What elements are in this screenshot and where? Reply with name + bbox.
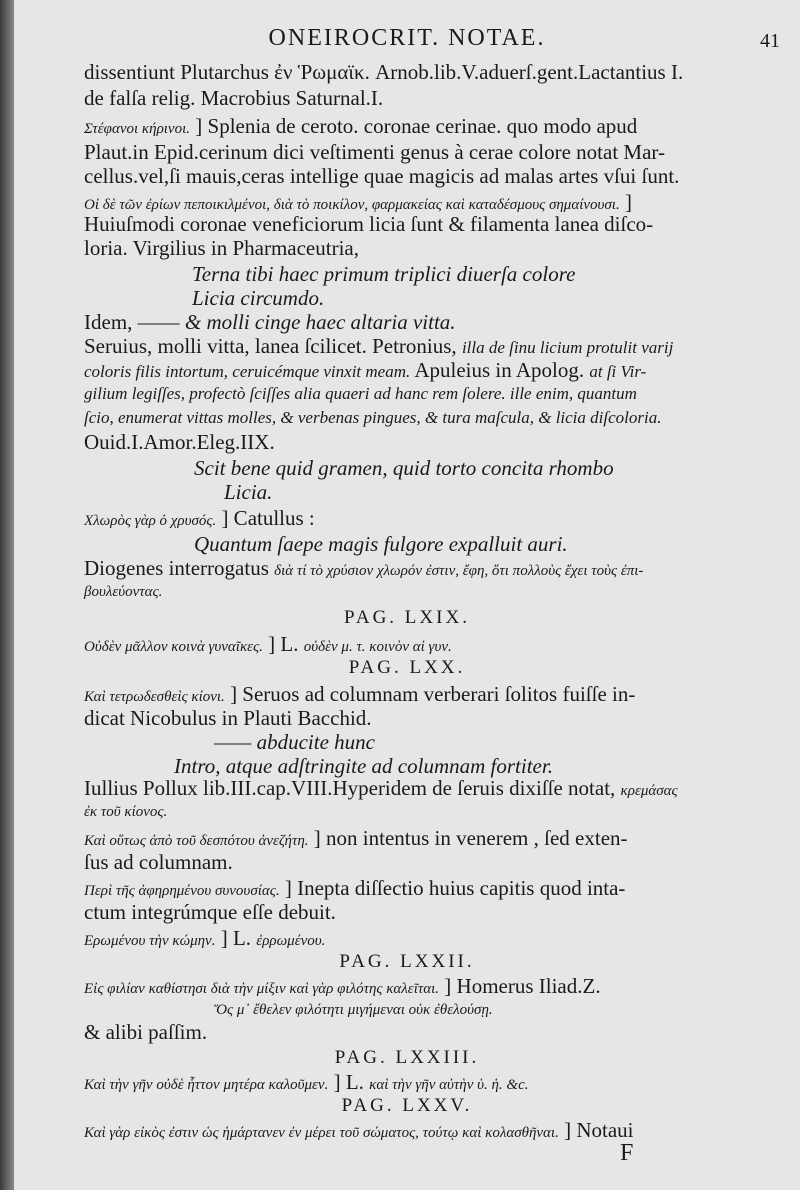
greek-quote: κρεμάσας [620,783,678,799]
latin-text: Idem, —— [84,310,180,334]
section-heading: PAG. LXXIII. [334,1047,480,1068]
greek-quote: διὰ τί τὸ χρύσιον χλωρόν ἐστιν, ἔφη, ὅτι πολλοὺς ἔχει τοὺς ἐπι- [274,563,644,579]
greek-lemma: Καὶ γὰρ εἰκὸς ἐστιν ὡς ἡμάρτανεν ἐν μέρει τοῦ σώματος, τούτῳ καὶ κολασθῆναι. [84,1125,559,1141]
greek-lemma: Περὶ τῆς ἀφηρημένου συνουσίας. [84,883,280,899]
text-line: ctum integrúmque eſſe debuit. [84,900,336,924]
verse-line: Intro, atque adſtringite ad columnam fortiter. [174,754,553,778]
latin-quote: at ſi Vir- [589,362,647,381]
greek-lemma: Ερωμένου τὴν κώμην. [84,933,216,949]
latin-text: ] non intentus in venerem , ſed exten- [313,826,628,850]
page-number: 41 [760,30,780,52]
text-line: Huiuſmodi coronae veneficiorum licia ſunt & filamenta lanea diſco- [84,212,654,236]
latin-text: ] Splenia de ceroto. coronae cerinae. quo modo apud [195,114,638,138]
latin-text: Diogenes interrogatus [84,556,269,580]
text-line: ſcio, enumerat vittas molles, & verbenas pingues, & tura maſcula, & licia diſcoloria. [84,408,662,427]
verse-line: —— abducite hunc [214,730,375,754]
text-line: loria. Virgilius in Pharmaceutria, [84,236,359,260]
verse-line: Licia circumdo. [192,286,325,310]
text-line: βουλεύοντας. [84,584,163,600]
greek-emendation: ἐρρωμένου. [256,933,326,949]
greek-lemma: Καὶ τὴν γῆν οὐδὲ ἧττον μητέρα καλοῦμεν. [84,1077,329,1093]
latin-text: ] Homerus Iliad.Z. [444,974,601,998]
verse-line: Scit bene quid gramen, quid torto concita rhombo [194,456,614,480]
text-line [84,926,325,953]
text-line [84,1070,529,1097]
text-line: dissentiunt Plutarchus ἐν Ῥωμαϊκ. Arnob.lib.V.aduerſ.gent.Lactantius I. [84,60,684,84]
latin-text: ] [624,190,632,214]
latin-quote: coloris filis intortum, ceruicémque vinxit meam. [84,362,411,381]
text-line: dicat Nicobulus in Plauti Bacchid. [84,706,372,730]
latin-text: ] L. [333,1070,364,1094]
verse-quote: & molli cinge haec altaria vitta. [184,310,456,334]
greek-lemma: Εἰς φιλίαν καθίστησι διὰ τὴν μίξιν καὶ γὰρ φιλότης καλεῖται. [84,981,440,997]
text-line [84,682,635,709]
text-line [84,826,628,853]
latin-text: ] L. [268,632,299,656]
text-line: ſus ad columnam. [84,850,233,874]
greek-emendation: καὶ τὴν γῆν αὐτὴν ὑ. ἡ. &c. [369,1077,529,1093]
verse-line: Licia. [224,480,273,504]
text-line: & alibi paſſim. [84,1020,208,1044]
verse-line: Terna tibi haec primum triplici diuerſa colore [192,262,576,286]
text-line: de falſa relig. Macrobius Saturnal.I. [84,86,384,110]
verse-line: Quantum ſaepe magis fulgore expalluit auri. [194,532,568,556]
text-line: cellus.vel,ſi mauis,ceras intellige quae magicis ad malas artes vſui ſunt. [84,164,680,188]
latin-quote: illa de ſinu licium protulit varij [461,338,674,357]
text-line [84,974,601,1001]
section-heading: PAG. LXX. [348,657,466,678]
latin-text: ] Inepta diſſectio huius capitis quod inta- [284,876,626,900]
greek-lemma: Καὶ τετρωδεσθεὶς κίονι. [84,689,225,705]
latin-text: Iullius Pollux lib.III.cap.VIII.Hyperidem de ſeruis dixiſſe notat, [84,776,616,800]
text-line [84,334,673,360]
verse-line: Ὅς μ᾽ ἔθελεν φιλότητι μιγήμεναι οὐκ ἐθελούσῃ. [214,1002,493,1018]
latin-text: ] Catullus : [221,506,315,530]
greek-lemma: Οὐδὲν μᾶλλον κοινὰ γυναῖκες. [84,639,263,655]
section-heading: PAG. LXXII. [339,951,475,972]
text-line [84,776,678,803]
text-line [84,632,452,659]
latin-text: ] Seruos ad columnam verberari ſolitos fuiſſe in- [230,682,636,706]
text-line [84,506,315,533]
latin-text: Apuleius in Apolog. [414,358,585,382]
text-line: Ouid.I.Amor.Eleg.IIX. [84,430,275,454]
text-line: ἐκ τοῦ κίονος. [84,804,168,820]
section-heading: PAG. LXIX. [344,607,470,628]
text-line [84,310,456,334]
running-title: ONEIROCRIT. NOTAE. [268,25,546,51]
text-line [84,114,637,141]
text-line: Plaut.in Epid.cerinum dici veſtimenti genus à cerae colore notat Mar- [84,140,665,164]
page-gutter-shadow [0,0,14,1190]
greek-lemma: Καὶ οὕτως ἀπὸ τοῦ δεσπότου ἀνεζήτη. [84,833,309,849]
text-line [84,358,646,384]
greek-lemma: Χλωρὸς γὰρ ὁ χρυσός. [84,513,217,529]
text-line [84,556,643,583]
latin-text: ] L. [220,926,252,950]
text-line: gilium legiſſes, profectò ſciſſes alia quaeri ad hanc rem ſolere. ille enim, quantum [84,384,637,403]
greek-emendation: οὐδὲν μ. τ. κοινὸν αἱ γυν. [303,639,452,655]
latin-text: ] Notaui [564,1118,634,1142]
latin-text: Seruius, molli vitta, lanea ſcilicet. Petronius, [84,334,457,358]
book-page [14,0,800,1190]
greek-lemma: Στέφανοι κήρινοι. [84,121,191,137]
text-line [84,876,625,903]
signature-mark: F [620,1140,634,1166]
text-line [84,1118,634,1145]
section-heading: PAG. LXXV. [341,1095,473,1116]
greek-lemma: Οἱ δὲ τῶν ἐρίων πεποικιλμένοι, διὰ τὸ ποικίλον, φαρμακείας καὶ καταδέσμους σημαίνουσι. [84,197,620,213]
